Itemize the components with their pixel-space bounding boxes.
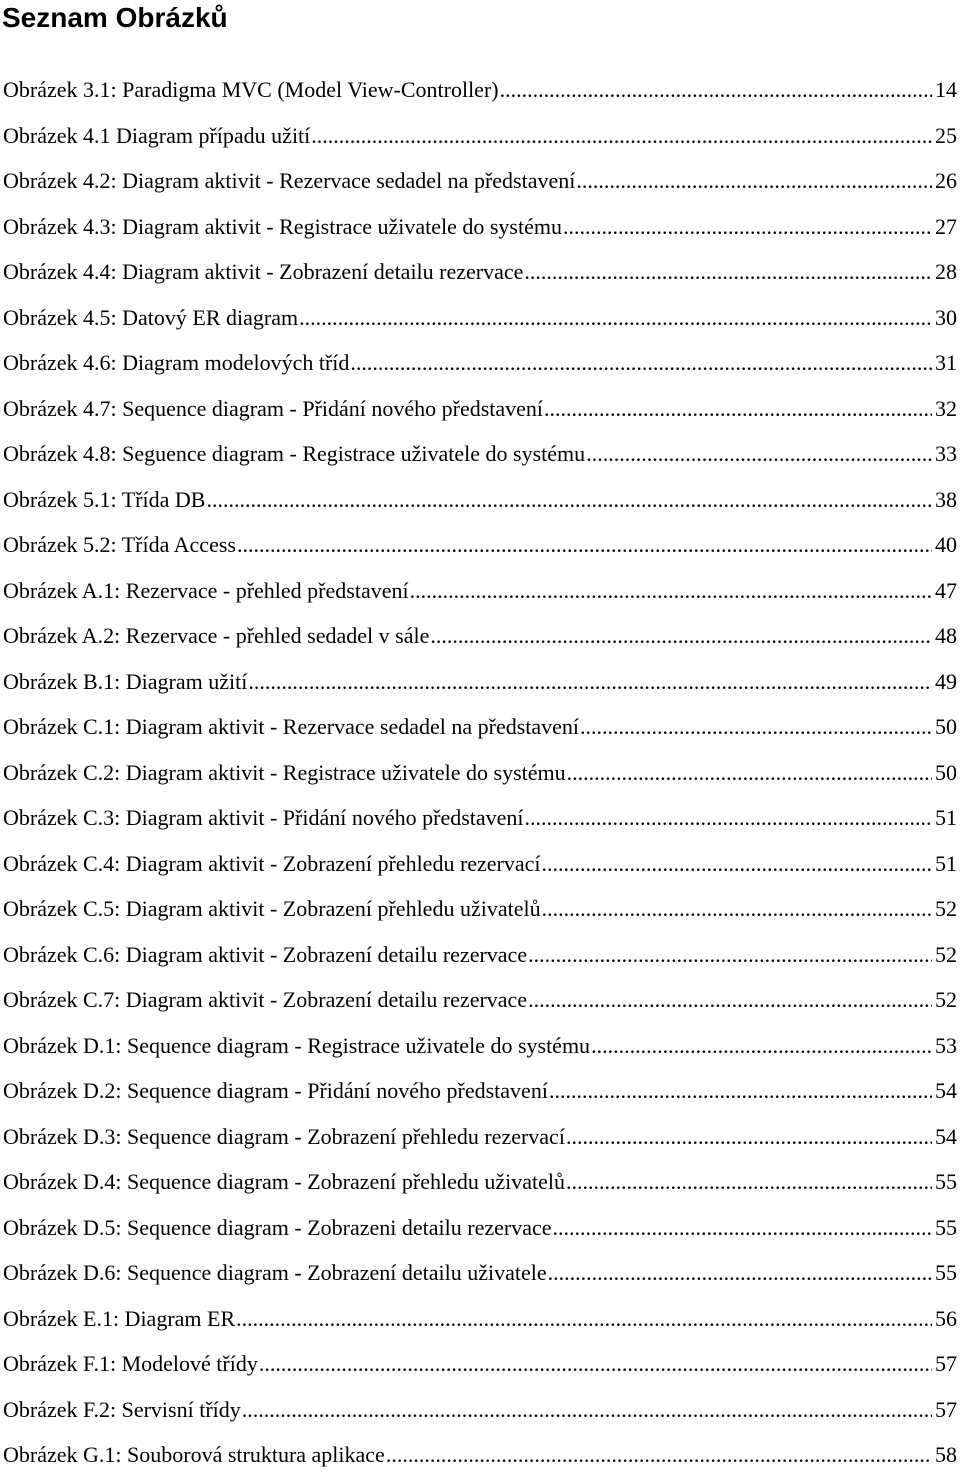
figure-list	[3, 67, 957, 1478]
dot-leader	[567, 750, 932, 796]
toc-entry-page-number: 27	[935, 213, 957, 239]
toc-entry-page-number: 47	[935, 577, 957, 603]
toc-entry[interactable]	[3, 1205, 957, 1251]
toc-entry-page-number: 33	[935, 441, 957, 466]
toc-entry-page-number: 14	[935, 77, 957, 102]
dot-leader	[542, 841, 932, 887]
toc-entry-page-number: 30	[935, 304, 957, 330]
dot-leader	[259, 1341, 932, 1387]
toc-entry-label: Obrázek C.7: Diagram aktivit - Zobrazení detailu rezervace	[3, 987, 528, 1012]
dot-leader	[591, 1023, 932, 1069]
toc-entry[interactable]	[3, 1159, 957, 1205]
toc-entry[interactable]	[3, 568, 957, 614]
toc-entry-page-number: 32	[935, 395, 957, 421]
toc-entry[interactable]	[3, 750, 957, 796]
dot-leader	[524, 249, 932, 295]
toc-entry-label: Obrázek B.1: Diagram užití	[3, 668, 248, 694]
toc-entry-label: Obrázek D.3: Sequence diagram - Zobrazení přehledu rezervací	[3, 1123, 565, 1149]
toc-entry-page-number: 31	[935, 350, 957, 375]
dot-leader	[549, 1068, 932, 1114]
dot-leader	[299, 295, 932, 341]
dot-leader	[350, 340, 932, 386]
toc-entry-page-number: 28	[935, 259, 957, 284]
toc-entry-page-number: 25	[935, 122, 957, 148]
dot-leader	[566, 1159, 932, 1205]
toc-entry-label: Obrázek D.1: Sequence diagram - Registrace uživatele do systému	[3, 1032, 591, 1058]
toc-entry-label: Obrázek D.5: Sequence diagram - Zobrazeni detailu rezervace	[3, 1214, 552, 1240]
toc-entry-label: Obrázek 4.7: Sequence diagram - Přidání nového představení	[3, 395, 544, 421]
dot-leader	[500, 67, 932, 113]
toc-entry[interactable]	[3, 113, 957, 159]
toc-entry-page-number: 26	[935, 168, 957, 193]
toc-entry[interactable]	[3, 249, 957, 295]
toc-entry[interactable]	[3, 1068, 957, 1114]
toc-entry-page-number: 50	[935, 714, 957, 739]
toc-entry[interactable]	[3, 1023, 957, 1069]
toc-entry[interactable]	[3, 704, 957, 750]
toc-entry-label: Obrázek 4.5: Datový ER diagram	[3, 304, 299, 330]
toc-entry-label: Obrázek D.4: Sequence diagram - Zobrazení přehledu uživatelů	[3, 1169, 565, 1194]
toc-entry-label: Obrázek C.6: Diagram aktivit - Zobrazení detailu rezervace	[3, 941, 528, 967]
toc-entry-page-number: 54	[935, 1078, 957, 1103]
dot-leader	[542, 886, 932, 932]
toc-entry-label: Obrázek C.4: Diagram aktivit - Zobrazení přehledu rezervací	[3, 850, 541, 876]
toc-entry-page-number: 52	[935, 896, 957, 921]
toc-entry[interactable]	[3, 1296, 957, 1342]
dot-leader	[576, 158, 932, 204]
toc-entry-label: Obrázek E.1: Diagram ER	[3, 1305, 236, 1331]
toc-entry-label: Obrázek F.1: Modelové třídy	[3, 1351, 258, 1376]
toc-entry[interactable]	[3, 886, 957, 932]
toc-entry[interactable]	[3, 431, 957, 477]
dot-leader	[525, 795, 932, 841]
toc-entry-page-number: 52	[935, 987, 957, 1012]
toc-entry-page-number: 56	[935, 1305, 957, 1331]
dot-leader	[386, 1432, 932, 1478]
toc-entry-label: Obrázek 3.1: Paradigma MVC (Model View-Controller)	[3, 77, 499, 102]
toc-entry-page-number: 55	[935, 1260, 957, 1285]
toc-entry-page-number: 38	[935, 486, 957, 512]
toc-entry[interactable]	[3, 1432, 957, 1478]
toc-entry-label: Obrázek 4.6: Diagram modelových tříd	[3, 350, 350, 375]
dot-leader	[563, 204, 932, 250]
toc-entry-label: Obrázek 4.2: Diagram aktivit - Rezervace sedadel na představení	[3, 168, 576, 193]
toc-entry-label: Obrázek 4.8: Seguence diagram - Registrace uživatele do systému	[3, 441, 586, 466]
dot-leader	[311, 113, 932, 159]
toc-entry-page-number: 54	[935, 1123, 957, 1149]
toc-entry[interactable]	[3, 67, 957, 113]
toc-entry-label: Obrázek 5.2: Třída Access	[3, 532, 236, 557]
toc-entry-page-number: 51	[935, 850, 957, 876]
toc-entry[interactable]	[3, 1250, 957, 1296]
toc-entry[interactable]	[3, 795, 957, 841]
dot-leader	[580, 704, 932, 750]
toc-entry-page-number: 55	[935, 1169, 957, 1194]
toc-entry[interactable]	[3, 477, 957, 523]
toc-entry[interactable]	[3, 522, 957, 568]
toc-entry[interactable]	[3, 841, 957, 887]
toc-entry[interactable]	[3, 1387, 957, 1433]
toc-entry[interactable]	[3, 613, 957, 659]
toc-entry[interactable]	[3, 659, 957, 705]
toc-entry-page-number: 57	[935, 1396, 957, 1422]
toc-entry[interactable]	[3, 158, 957, 204]
toc-entry-page-number: 53	[935, 1032, 957, 1058]
toc-entry[interactable]	[3, 932, 957, 978]
toc-entry-label: Obrázek C.1: Diagram aktivit - Rezervace sedadel na představení	[3, 714, 580, 739]
toc-entry-page-number: 52	[935, 941, 957, 967]
dot-leader	[528, 932, 932, 978]
toc-entry[interactable]	[3, 1114, 957, 1160]
dot-leader	[242, 1387, 932, 1433]
toc-entry[interactable]	[3, 977, 957, 1023]
toc-entry-label: Obrázek D.6: Sequence diagram - Zobrazení detailu uživatele	[3, 1260, 547, 1285]
toc-entry-page-number: 58	[935, 1442, 957, 1467]
dot-leader	[410, 568, 932, 614]
toc-entry-label: Obrázek 4.4: Diagram aktivit - Zobrazení detailu rezervace	[3, 259, 524, 284]
dot-leader	[548, 1250, 932, 1296]
toc-entry[interactable]	[3, 340, 957, 386]
toc-entry-page-number: 40	[935, 532, 957, 557]
toc-entry-label: Obrázek 4.3: Diagram aktivit - Registrace uživatele do systému	[3, 213, 562, 239]
toc-entry-page-number: 55	[935, 1214, 957, 1240]
page-title: Seznam Obrázků	[2, 2, 228, 33]
dot-leader	[206, 477, 932, 523]
toc-entry-label: Obrázek A.2: Rezervace - přehled sedadel v sále	[3, 623, 430, 648]
toc-entry-label: Obrázek C.2: Diagram aktivit - Registrace uživatele do systému	[3, 759, 566, 785]
toc-entry-label: Obrázek 5.1: Třída DB	[3, 486, 206, 512]
toc-entry[interactable]	[3, 386, 957, 432]
dot-leader	[553, 1205, 933, 1251]
toc-entry[interactable]	[3, 1341, 957, 1387]
dot-leader	[236, 1296, 932, 1342]
dot-leader	[566, 1114, 932, 1160]
dot-leader	[430, 613, 932, 659]
dot-leader	[586, 431, 932, 477]
dot-leader	[237, 522, 932, 568]
toc-entry-label: Obrázek 4.1 Diagram případu užití	[3, 122, 311, 148]
toc-entry-label: Obrázek A.1: Rezervace - přehled představení	[3, 577, 409, 603]
toc-entry-page-number: 51	[935, 805, 957, 830]
toc-entry-label: Obrázek D.2: Sequence diagram - Přidání nového představení	[3, 1078, 548, 1103]
dot-leader	[528, 977, 932, 1023]
dot-leader	[248, 659, 932, 705]
toc-entry-label: Obrázek C.5: Diagram aktivit - Zobrazení přehledu uživatelů	[3, 896, 541, 921]
toc-entry[interactable]	[3, 204, 957, 250]
toc-entry-page-number: 50	[935, 759, 957, 785]
toc-entry-label: Obrázek C.3: Diagram aktivit - Přidání nového představení	[3, 805, 524, 830]
toc-entry[interactable]	[3, 295, 957, 341]
toc-entry-label: Obrázek F.2: Servisní třídy	[3, 1396, 241, 1422]
dot-leader	[544, 386, 932, 432]
toc-entry-page-number: 48	[935, 623, 957, 648]
toc-entry-page-number: 49	[935, 668, 957, 694]
toc-entry-page-number: 57	[935, 1351, 957, 1376]
toc-entry-label: Obrázek G.1: Souborová struktura aplikace	[3, 1442, 385, 1467]
